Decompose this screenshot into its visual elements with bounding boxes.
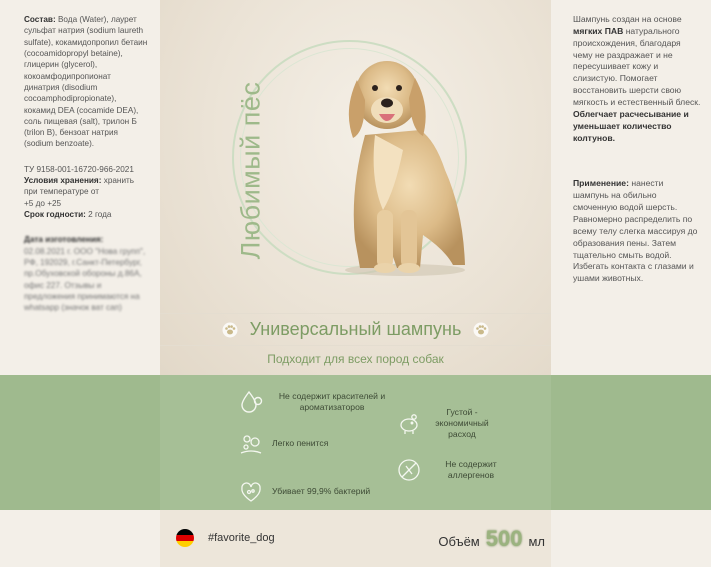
description: Шампунь создан на основе мягких ПАВ натурального происхождения, благодаря чему не раздражает и не пересушивает кожу и слизистую. Помогает восстановить шерсти свою мягкость и естественный блеск. Облегчает расчесывание и уменьшает количество колтунов.: [573, 14, 701, 143]
heart-shield-icon: [238, 479, 264, 505]
storage-range: +5 до +25: [24, 198, 62, 208]
title-band: [160, 313, 551, 345]
features-band: [0, 375, 711, 510]
hashtag: #favorite_dog: [208, 532, 275, 544]
feature-no-allergens: Не содержит аллергенов: [396, 457, 506, 483]
volume-label: Объём: [438, 534, 480, 549]
paw-icon: [222, 322, 238, 338]
germany-flag-icon: [176, 529, 194, 547]
bottom-center: [160, 510, 551, 567]
brand-logo: Любимый пёс: [235, 81, 266, 259]
paw-icon: [473, 322, 489, 338]
foam-bubbles-icon: [238, 431, 264, 457]
composition-panel: [0, 0, 160, 375]
composition: Состав: Вода (Water), лаурет сульфат натрия (sodium laureth sulfate), кокамидопропил бетаин (cocoamidopropyl betaine), глицерин (glycerol), кокоамфодипропионат динатрия (disodium cocoamphodipropionate), кокамид DEA (cocamide DEA), соль пищевая (salt), трилон Б (trilon B), бензоат натрия (sodium benzoate).: [24, 15, 148, 149]
golden-retriever-image: [325, 40, 475, 280]
usage-instructions: Применение: нанести шампунь на обильно смоченную водой шерсть. Равномерно распределить по всему телу слегка массируя до образования пены. Затем тщательно смыть водой. Избегать контакта с глазами и ушами животных.: [573, 178, 698, 284]
feature-foams-easily: Легко пенится: [238, 431, 328, 457]
volume-value: 500: [485, 526, 523, 551]
features-center: [160, 375, 551, 510]
product-subtitle: Подходит для всех пород собак: [160, 345, 551, 375]
volume-unit: мл: [528, 534, 545, 549]
water-drop-icon: [238, 389, 264, 415]
storage-conditions: Условия хранения: хранить при температуре от: [24, 176, 135, 197]
feature-economical: Густой - экономичный расход: [396, 407, 494, 441]
product-title: Универсальный шампунь: [249, 319, 462, 339]
description-panel: [551, 0, 711, 375]
bottom-strip: [0, 510, 711, 567]
feature-no-dyes: Не содержит красителей и ароматизаторов: [238, 389, 392, 415]
feature-antibacterial: Убивает 99,9% бактерий: [238, 479, 370, 505]
manufacture-info: Дата изготовления: 02.08.2021 г. ООО "Нова групп", РФ, 192029, г.Санкт-Петербург, пр.Обуховской обороны д.86А, офис 227. Отзывы и предложения принимаются на whatsapp (значок ват сап): [24, 235, 146, 313]
tu-code: ТУ 9158-001-16720-966-2021: [24, 164, 134, 174]
no-allergen-icon: [396, 457, 422, 483]
front-panel: [160, 0, 551, 375]
piggy-bank-icon: [396, 411, 422, 437]
volume: [438, 526, 545, 552]
shelf-life: Срок годности: 2 года: [24, 210, 112, 219]
